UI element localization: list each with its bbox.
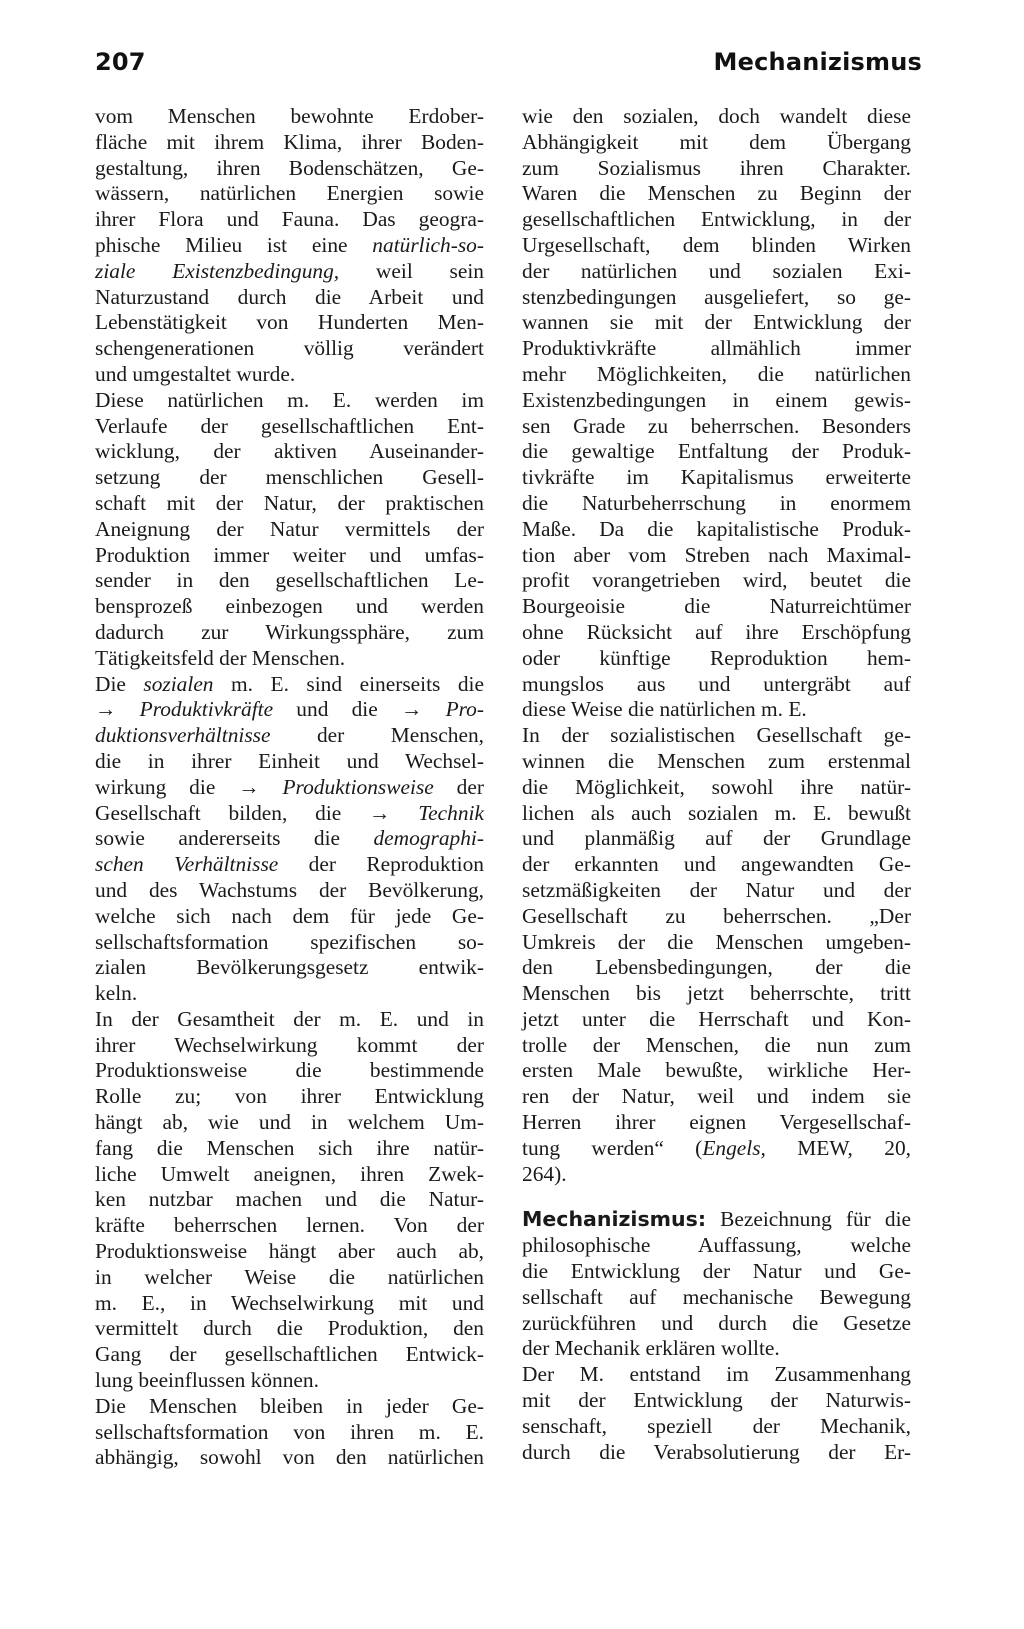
text-line: sowie andererseits die demographi- — [95, 826, 484, 851]
text-line: diese Weise die natürlichen m. E. — [522, 697, 807, 722]
text-line: der Mechanik erklären wollte. — [522, 1336, 780, 1361]
text-line: ersten Male bewußte, wirkliche Her- — [522, 1058, 911, 1083]
text-line: sender in den gesellschaftlichen Le- — [95, 568, 484, 593]
text-line: abhängig, sowohl von den natürlichen — [95, 1445, 484, 1470]
text-line: → Produktivkräfte und die → Pro- — [95, 697, 484, 722]
text-line: trolle der Menschen, die nun zum — [522, 1032, 911, 1057]
text-line: setzung der menschlichen Gesell- — [95, 465, 484, 490]
text-line: welche sich nach dem für jede Ge- — [95, 903, 484, 928]
text-line: Verlaufe der gesellschaftlichen Ent- — [95, 413, 484, 438]
text-line: profit vorangetrieben wird, beutet die — [522, 568, 911, 593]
text-line: die Entwicklung der Natur und Ge- — [522, 1259, 911, 1284]
text-line: Maße. Da die kapitalistische Produk- — [522, 516, 911, 541]
text-line: und planmäßig auf der Grundlage — [522, 826, 911, 851]
text-line: Die sozialen m. E. sind einerseits die — [95, 671, 484, 696]
text-line: duktionsverhältnisse der Menschen, — [95, 723, 484, 748]
text-line: durch die Verabsolutierung der Er- — [522, 1439, 911, 1464]
text-line: und des Wachstums der Bevölkerung, — [95, 877, 484, 902]
text-line: oder künftige Reproduktion hem- — [522, 645, 911, 670]
text-line: Menschen bis jetzt beherrschte, tritt — [522, 981, 911, 1006]
text-line: philosophische Auffassung, welche — [522, 1233, 911, 1258]
text-line: Gesellschaft bilden, die → Technik — [95, 800, 484, 825]
text-line: Waren die Menschen zu Beginn der — [522, 181, 911, 206]
text-line: 264). — [522, 1161, 567, 1186]
text-line: Existenzbedingungen in einem gewis- — [522, 387, 911, 412]
text-line: ihrer Wechselwirkung kommt der — [95, 1032, 484, 1057]
text-line: wirkung die → Produktionsweise der — [95, 774, 484, 799]
text-line: keln. — [95, 981, 138, 1006]
text-line: Herren ihrer eignen Vergesellschaf- — [522, 1110, 911, 1135]
text-line: lichen als auch sozialen m. E. bewußt — [522, 800, 911, 825]
text-line: ken nutzbar machen und die Natur- — [95, 1187, 484, 1212]
text-line: ren der Natur, weil und indem sie — [522, 1084, 911, 1109]
left-text-column — [95, 104, 484, 1471]
text-line: Diese natürlichen m. E. werden im — [95, 387, 484, 412]
text-line: stenzbedingungen ausgeliefert, so ge- — [522, 284, 911, 309]
text-line: mungslos aus und untergräbt auf — [522, 671, 911, 696]
text-line: senschaft, speziell der Mechanik, — [522, 1413, 911, 1438]
text-line: In der Gesamtheit der m. E. und in — [95, 1006, 484, 1031]
text-line: bensprozeß einbezogen und werden — [95, 594, 484, 619]
text-line: wicklung, der aktiven Auseinander- — [95, 439, 484, 464]
text-line: lung beeinflussen können. — [95, 1368, 319, 1393]
text-line: Gang der gesellschaftlichen Entwick- — [95, 1342, 484, 1367]
text-line: die gewaltige Entfaltung der Produk- — [522, 439, 911, 464]
text-line: setzmäßigkeiten der Natur und der — [522, 877, 911, 902]
text-line: sellschaft auf mechanische Bewegung — [522, 1284, 911, 1309]
text-line: ihrer Flora und Fauna. Das geogra- — [95, 207, 484, 232]
text-line: Produktivkräfte allmählich immer — [522, 336, 911, 361]
text-line: vom Menschen bewohnte Erdober- — [95, 104, 484, 128]
text-line: phische Milieu ist eine natürlich-so- — [95, 232, 484, 257]
text-line: liche Umwelt aneignen, ihren Zwek- — [95, 1161, 484, 1186]
text-line: Der M. entstand im Zusammenhang — [522, 1362, 911, 1387]
text-line: schengenerationen völlig verändert — [95, 336, 484, 361]
text-line: zum Sozialismus ihren Charakter. — [522, 155, 911, 180]
text-line: Die Menschen bleiben in jeder Ge- — [95, 1393, 484, 1418]
text-line: m. E., in Wechselwirkung mit und — [95, 1290, 484, 1315]
right-text-column — [522, 104, 911, 1465]
running-title: Mechanizismus — [713, 48, 922, 76]
text-line: Rolle zu; von ihrer Entwicklung — [95, 1084, 484, 1109]
text-line: und umgestaltet wurde. — [95, 361, 296, 386]
text-line: zialen Bevölkerungsgesetz entwik- — [95, 955, 484, 980]
text-line: dadurch zur Wirkungssphäre, zum — [95, 619, 484, 644]
text-line: In der sozialistischen Gesellschaft ge- — [522, 723, 911, 748]
text-line: sellschaftsformation von ihren m. E. — [95, 1419, 484, 1444]
text-line: die Naturbeherrschung in enormem — [522, 490, 911, 515]
text-line: in welcher Weise die natürlichen — [95, 1264, 484, 1289]
text-line: fläche mit ihrem Klima, ihrer Boden- — [95, 129, 484, 154]
text-line: zurückführen und durch die Gesetze — [522, 1310, 911, 1335]
text-line: gestaltung, ihren Bodenschätzen, Ge- — [95, 155, 484, 180]
text-line: tivkräfte im Kapitalismus erweiterte — [522, 465, 911, 490]
text-line: Bourgeoisie die Naturreichtümer — [522, 594, 911, 619]
text-line: Abhängigkeit mit dem Übergang — [522, 129, 911, 154]
text-line: sen Grade zu beherrschen. Besonders — [522, 413, 911, 438]
text-line: tion aber vom Streben nach Maximal- — [522, 542, 911, 567]
text-line: ziale Existenzbedingung, weil sein — [95, 258, 485, 283]
text-line: Umkreis der die Menschen umgeben- — [522, 929, 911, 954]
text-line: wässern, natürlichen Energien sowie — [95, 181, 484, 206]
text-line: sellschaftsformation spezifischen so- — [95, 929, 484, 954]
text-line: Produktionsweise die bestimmende — [95, 1058, 484, 1083]
text-line: vermittelt durch die Produktion, den — [95, 1316, 484, 1341]
text-line: Aneignung der Natur vermittels der — [95, 516, 484, 541]
text-line: die in ihrer Einheit und Wechsel- — [95, 748, 484, 773]
text-line: der erkannten und angewandten Ge- — [522, 852, 911, 877]
page-number: 207 — [95, 48, 146, 76]
text-line: winnen die Menschen zum erstenmal — [522, 748, 911, 773]
text-line: Gesellschaft zu beherrschen. „Der — [522, 903, 911, 928]
text-line: Tätigkeitsfeld der Menschen. — [95, 645, 346, 670]
text-line: mehr Möglichkeiten, die natürlichen — [522, 361, 911, 386]
text-line: hängt ab, wie und in welchem Um- — [95, 1110, 484, 1135]
text-line: kräfte beherrschen lernen. Von der — [95, 1213, 484, 1238]
text-line: Mechanizismus: Bezeichnung für die — [522, 1207, 911, 1232]
text-line: gesellschaftlichen Entwicklung, in der — [522, 207, 911, 232]
text-line: wie den sozialen, doch wandelt diese — [522, 104, 911, 128]
text-line: Produktionsweise hängt aber auch ab, — [95, 1239, 484, 1264]
text-line: wannen sie mit der Entwicklung der — [522, 310, 911, 335]
text-line: jetzt unter die Herrschaft und Kon- — [522, 1006, 911, 1031]
text-line: die Möglichkeit, sowohl ihre natür- — [522, 774, 911, 799]
text-line: fang die Menschen sich ihre natür- — [95, 1135, 484, 1160]
text-line: schen Verhältnisse der Reproduktion — [95, 852, 484, 877]
text-line: der natürlichen und sozialen Exi- — [522, 258, 911, 283]
text-line: Produktion immer weiter und umfas- — [95, 542, 484, 567]
text-line: Urgesellschaft, dem blinden Wirken — [522, 232, 911, 257]
text-line: tung werden“ (Engels, MEW, 20, — [522, 1135, 911, 1160]
text-line: schaft mit der Natur, der praktischen — [95, 490, 484, 515]
text-line: den Lebensbedingungen, der die — [522, 955, 911, 980]
text-line: mit der Entwicklung der Naturwis- — [522, 1388, 911, 1413]
text-line: Lebenstätigkeit von Hunderten Men- — [95, 310, 484, 335]
text-line: Naturzustand durch die Arbeit und — [95, 284, 484, 309]
text-line: ohne Rücksicht auf ihre Erschöpfung — [522, 619, 911, 644]
